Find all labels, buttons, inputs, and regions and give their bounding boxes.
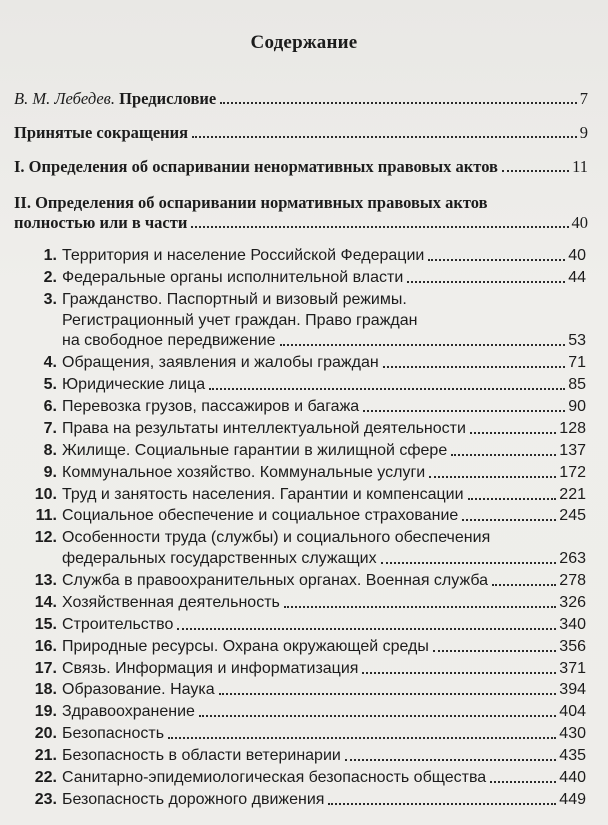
chapter-number: 20. bbox=[34, 725, 57, 743]
entry-title: Принятые сокращения bbox=[14, 123, 189, 142]
toc-entry-chapter-22[interactable] bbox=[34, 768, 586, 787]
page-number: 356 bbox=[559, 637, 586, 655]
toc-entry-chapter-1[interactable] bbox=[43, 246, 586, 265]
dot-leader bbox=[407, 281, 565, 283]
page-number: 40 bbox=[568, 247, 586, 264]
section-title-line2: полностью или в части bbox=[14, 213, 188, 232]
toc-entry-abbreviations[interactable] bbox=[14, 123, 588, 142]
toc-entry-chapter-14[interactable] bbox=[34, 593, 586, 612]
chapter-number: 2. bbox=[43, 268, 57, 286]
toc-entry-preface[interactable] bbox=[14, 89, 588, 108]
chapter-title: Особенности труда (службы) и социального обеспечения bbox=[62, 529, 491, 547]
dot-leader bbox=[502, 170, 569, 172]
dot-leader bbox=[168, 737, 556, 739]
chapter-number: 3. bbox=[43, 290, 57, 308]
dot-leader bbox=[381, 562, 557, 564]
toc-entry-chapter-13[interactable] bbox=[34, 571, 586, 590]
chapter-number: 1. bbox=[43, 247, 57, 264]
page-number: 430 bbox=[559, 725, 586, 743]
dot-leader bbox=[362, 672, 556, 674]
chapter-title: Обращения, заявления и жалобы граждан bbox=[62, 354, 379, 372]
dot-leader bbox=[363, 410, 565, 412]
toc-entry-chapter-2[interactable] bbox=[43, 268, 586, 287]
toc-entry-chapter-8[interactable] bbox=[43, 441, 586, 460]
dot-leader bbox=[451, 454, 556, 456]
toc-entry-chapter-23[interactable] bbox=[34, 790, 586, 809]
chapter-title: Безопасность bbox=[62, 725, 165, 743]
dot-leader bbox=[199, 715, 556, 717]
chapter-title: Безопасность в области ветеринарии bbox=[62, 747, 341, 765]
chapter-title: Природные ресурсы. Охрана окружающей среды bbox=[62, 637, 429, 655]
page-number: 7 bbox=[579, 89, 588, 108]
chapter-number: 10. bbox=[34, 485, 57, 503]
page-number: 172 bbox=[559, 463, 586, 481]
chapter-number: 11. bbox=[35, 507, 57, 525]
preface-author: В. М. Лебедев. bbox=[14, 89, 115, 108]
chapter-number: 23. bbox=[34, 790, 57, 808]
dot-leader bbox=[383, 366, 566, 368]
dot-leader bbox=[219, 693, 557, 695]
toc-entry-chapter-3[interactable] bbox=[62, 331, 586, 350]
page-title: Содержание bbox=[250, 32, 358, 53]
toc-entry-section-2[interactable] bbox=[14, 213, 588, 232]
page-number: 371 bbox=[559, 659, 586, 677]
dot-leader bbox=[345, 759, 556, 761]
page-number: 44 bbox=[568, 268, 586, 286]
toc-entry-chapter-5[interactable] bbox=[43, 375, 586, 394]
dot-leader bbox=[470, 432, 556, 434]
dot-leader bbox=[492, 584, 556, 586]
chapter-number: 12. bbox=[34, 529, 57, 547]
toc-entry-chapter-9[interactable] bbox=[43, 463, 586, 482]
page-number: 394 bbox=[559, 681, 586, 699]
chapter-number: 18. bbox=[34, 681, 57, 699]
toc-entry-chapter-7[interactable] bbox=[43, 419, 586, 438]
chapter-number: 16. bbox=[34, 637, 57, 655]
chapter-number: 14. bbox=[34, 593, 57, 611]
toc-entry-chapter-15[interactable] bbox=[34, 615, 586, 634]
toc-entry-chapter-20[interactable] bbox=[34, 724, 586, 743]
toc-entry-chapter-6[interactable] bbox=[43, 397, 586, 416]
chapter-title-line bbox=[34, 528, 491, 547]
chapter-title-line bbox=[43, 290, 407, 309]
page-number: 449 bbox=[559, 790, 586, 808]
toc-entry-chapter-4[interactable] bbox=[43, 353, 586, 372]
dot-leader bbox=[177, 628, 556, 630]
dot-leader bbox=[490, 781, 556, 783]
chapter-title: Труд и занятость населения. Гарантии и компенсации bbox=[62, 485, 464, 503]
dot-leader bbox=[468, 498, 557, 500]
chapter-title-line: на свободное передвижение bbox=[62, 332, 276, 350]
page-number: 263 bbox=[559, 550, 586, 567]
page-number: 90 bbox=[568, 397, 586, 415]
section-2-title-line1: II. Определения об оспаривании нормативных правовых актов bbox=[14, 193, 488, 212]
page-number: 404 bbox=[559, 703, 586, 721]
chapter-title: Служба в правоохранительных органах. Военная служба bbox=[62, 571, 489, 589]
page-number: 278 bbox=[559, 571, 586, 589]
dot-leader bbox=[284, 606, 556, 608]
chapter-number: 17. bbox=[34, 659, 57, 677]
dot-leader bbox=[192, 136, 577, 138]
chapter-title: Юридические лица bbox=[62, 376, 206, 393]
chapter-title: Социальное обеспечение и социальное страхование bbox=[62, 507, 459, 525]
chapter-number: 8. bbox=[43, 441, 57, 459]
chapter-number: 22. bbox=[34, 769, 57, 786]
chapter-number: 21. bbox=[34, 747, 57, 765]
toc-entry-section-1[interactable] bbox=[14, 157, 588, 176]
chapter-number: 5. bbox=[43, 376, 57, 393]
page-number: 9 bbox=[579, 123, 588, 142]
toc-entry-chapter-18[interactable] bbox=[34, 680, 586, 699]
chapter-title: Жилище. Социальные гарантии в жилищной сфере bbox=[62, 441, 448, 459]
chapter-title: Связь. Информация и информатизация bbox=[62, 659, 359, 677]
page-number: 53 bbox=[568, 332, 586, 350]
chapter-title: Безопасность дорожного движения bbox=[62, 790, 325, 808]
page-number: 71 bbox=[568, 354, 586, 372]
chapter-title-line: Регистрационный учет граждан. Право граждан bbox=[62, 311, 418, 329]
chapter-title: Здравоохранение bbox=[62, 703, 195, 721]
chapter-title: Территория и население Российской Федерации bbox=[62, 247, 425, 264]
chapter-title: Федеральные органы исполнительной власти bbox=[62, 268, 404, 286]
chapter-number: 4. bbox=[43, 354, 57, 372]
dot-leader bbox=[428, 259, 565, 261]
chapter-number: 19. bbox=[34, 703, 57, 721]
dot-leader bbox=[328, 803, 556, 805]
preface-title: Предисловие bbox=[119, 89, 217, 108]
chapter-title: Санитарно-эпидемиологическая безопасность общества bbox=[62, 769, 487, 786]
chapter-number: 15. bbox=[34, 615, 57, 633]
dot-leader bbox=[209, 388, 565, 390]
page-number: 221 bbox=[559, 485, 586, 503]
chapter-number: 7. bbox=[43, 419, 57, 437]
chapter-number: 13. bbox=[34, 571, 57, 589]
toc-entry-chapter-16[interactable] bbox=[34, 637, 586, 656]
chapter-number: 6. bbox=[43, 397, 57, 415]
page-number: 40 bbox=[571, 213, 588, 232]
page-number: 11 bbox=[572, 157, 588, 176]
dot-leader bbox=[429, 476, 556, 478]
chapter-title: Права на результаты интеллектуальной деятельности bbox=[62, 419, 466, 437]
toc-entry-chapter-11[interactable] bbox=[35, 506, 586, 525]
page-number: 435 bbox=[559, 747, 586, 765]
page-number: 440 bbox=[559, 769, 586, 786]
page-number: 326 bbox=[559, 593, 586, 611]
page-number: 340 bbox=[559, 615, 586, 633]
page-number: 85 bbox=[568, 376, 586, 393]
chapter-title: Образование. Наука bbox=[62, 681, 215, 699]
toc-entry-chapter-10[interactable] bbox=[34, 485, 586, 504]
page-number: 128 bbox=[559, 419, 586, 437]
page-number: 137 bbox=[559, 441, 586, 459]
chapter-title: Хозяйственная деятельность bbox=[62, 593, 280, 611]
toc-entry-chapter-12[interactable] bbox=[62, 549, 586, 568]
chapter-title-line: федеральных государственных служащих bbox=[62, 550, 377, 567]
dot-leader bbox=[433, 650, 556, 652]
toc-entry-chapter-19[interactable] bbox=[34, 702, 586, 721]
dot-leader bbox=[462, 519, 556, 521]
chapter-number: 9. bbox=[43, 463, 57, 481]
chapter-title: Коммунальное хозяйство. Коммунальные услуги bbox=[62, 463, 426, 481]
toc-entry-chapter-21[interactable] bbox=[34, 746, 586, 765]
chapter-title: Гражданство. Паспортный и визовый режимы. bbox=[62, 290, 407, 308]
toc-entry-chapter-17[interactable] bbox=[34, 659, 586, 678]
chapter-title: Строительство bbox=[62, 615, 174, 633]
page-number: 245 bbox=[559, 507, 586, 525]
chapter-title: Перевозка грузов, пассажиров и багажа bbox=[62, 397, 360, 415]
dot-leader bbox=[220, 102, 577, 104]
dot-leader bbox=[191, 226, 568, 228]
section-title: I. Определения об оспаривании ненормативных правовых актов bbox=[14, 157, 498, 176]
dot-leader bbox=[280, 344, 566, 346]
